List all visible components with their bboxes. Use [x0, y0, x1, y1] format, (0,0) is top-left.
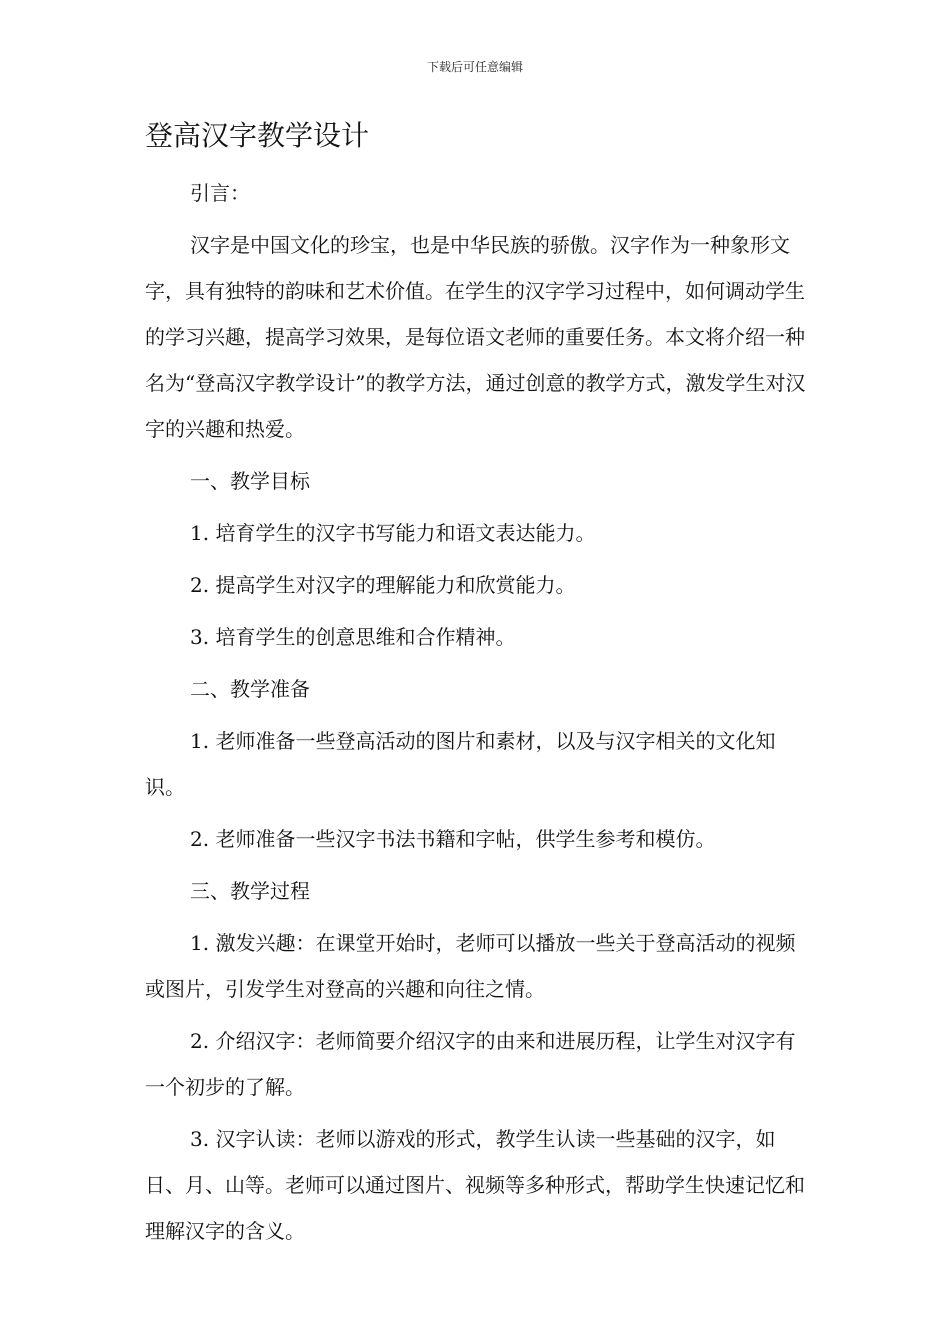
- page-header-note: 下载后可任意编辑: [426, 60, 523, 74]
- section-heading-preparation: 二、教学准备: [190, 677, 310, 701]
- section-heading-process: 三、教学过程: [190, 879, 310, 903]
- goal-item: 3. 培育学生的创意思维和合作精神。: [190, 625, 516, 649]
- preparation-item: 2. 老师准备一些汉字书法书籍和字帖，供学生参考和模仿。: [190, 827, 716, 851]
- process-item: 3. 汉字认读：老师以游戏的形式，教学生认读一些基础的汉字，如日、月、山等。老师可以通过图片、视频等多种形式，帮助学生快速记忆和理解汉字的含义。: [145, 1127, 805, 1243]
- document-body: [145, 170, 810, 1254]
- preparation-item: 1. 老师准备一些登高活动的图片和素材，以及与汉字相关的文化知识。: [145, 729, 776, 799]
- goal-item: 1. 培育学生的汉字书写能力和语文表达能力。: [190, 521, 596, 545]
- process-item: 1. 激发兴趣：在课堂开始时，老师可以播放一些关于登高活动的视频或图片，引发学生对登高的兴趣和向往之情。: [145, 931, 796, 1001]
- goal-item: 2. 提高学生对汉字的理解能力和欣赏能力。: [190, 573, 576, 597]
- paragraph-intro-label: 引言：: [190, 181, 250, 205]
- section-heading-goals: 一、教学目标: [190, 469, 310, 493]
- document-title: 登高汉字教学设计: [145, 119, 370, 152]
- paragraph-intro: 汉字是中国文化的珍宝，也是中华民族的骄傲。汉字作为一种象形文字，具有独特的韵味和艺术价值。在学生的汉字学习过程中，如何调动学生的学习兴趣，提高学习效果，是每位语文老师的重要任务。本文将介绍一种名为“登高汉字教学设计”的教学方法，通过创意的教学方式，激发学生对汉字的兴趣和热爱。: [145, 233, 806, 441]
- process-item: 2. 介绍汉字：老师简要介绍汉字的由来和进展历程，让学生对汉字有一个初步的了解。: [145, 1029, 796, 1099]
